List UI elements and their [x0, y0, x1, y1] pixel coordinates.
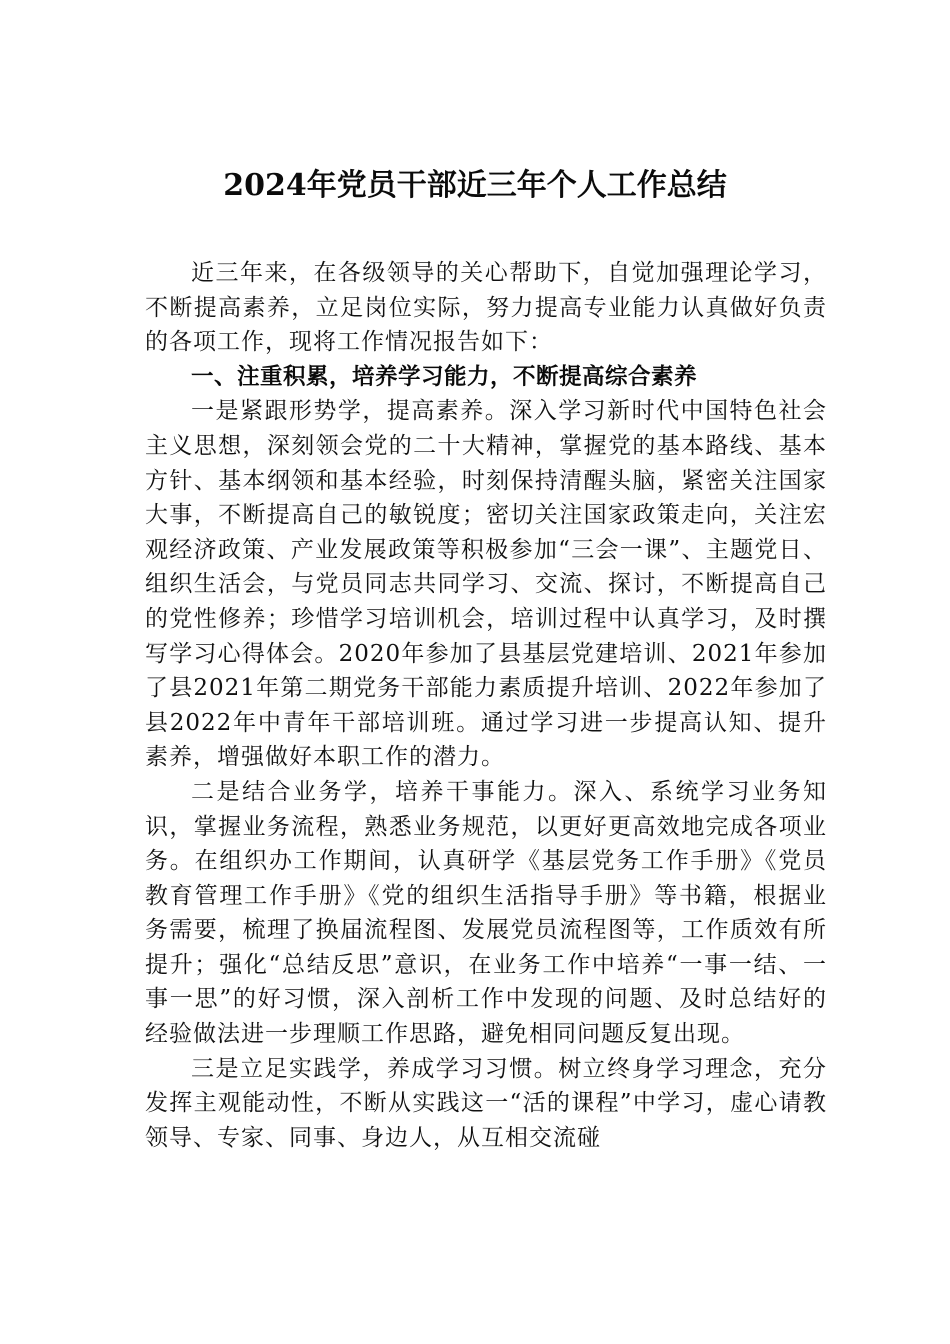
paragraph-1: 一是紧跟形势学，提高素养。深入学习新时代中国特色社会主义思想，深刻领会党的二十大精神，掌握党的基本路线、基本方针、基本纲领和基本经验，时刻保持清醒头脑，紧密关注国家大事，不断提高自己的敏锐度；密切关注国家政策走向，关注宏观经济政策、产业发展政策等积极参加“三会一课”、主题党日、组织生活会，与党员同志共同学习、交流、探讨，不断提高自己的党性修养；珍惜学习培训机会，培训过程中认真学习，及时撰写学习心得体会。2020年参加了县基层党建培训、2021年参加了县2021年第二期党务干部能力素质提升培训、2022年参加了县2022年中青年干部培训班。通过学习进一步提高认知、提升素养，增强做好本职工作的潜力。 — [145, 398, 827, 771]
paragraph-3: 三是立足实践学，养成学习习惯。树立终身学习理念，充分发挥主观能动性，不断从实践这一“活的课程”中学习，虚心请教领导、专家、同事、身边人，从互相交流碰 — [145, 1055, 827, 1151]
document-title: 2024年党员干部近三年个人工作总结 — [223, 168, 727, 203]
section-heading: 一、注重积累，培养学习能力，不断提高综合素养 — [191, 363, 698, 390]
paragraph-2: 二是结合业务学，培养干事能力。深入、系统学习业务知识，掌握业务流程，熟悉业务规范，以更好更高效地完成各项业务。在组织办工作期间，认真研学《基层党务工作手册》《党员教育管理工作手册》《党的组织生活指导手册》等书籍，根据业务需要，梳理了换届流程图、发展党员流程图等，工作质效有所提升；强化“总结反思”意识，在业务工作中培养“一事一结、一事一思”的好习惯，深入剖析工作中发现的问题、及时总结好的经验做法进一步理顺工作思路，避免相同问题反复出现。 — [145, 778, 827, 1048]
intro-paragraph: 近三年来，在各级领导的关心帮助下，自觉加强理论学习，不断提高素养，立足岗位实际，努力提高专业能力认真做好负责的各项工作，现将工作情况报告如下： — [145, 260, 827, 356]
document-body — [145, 256, 827, 1155]
